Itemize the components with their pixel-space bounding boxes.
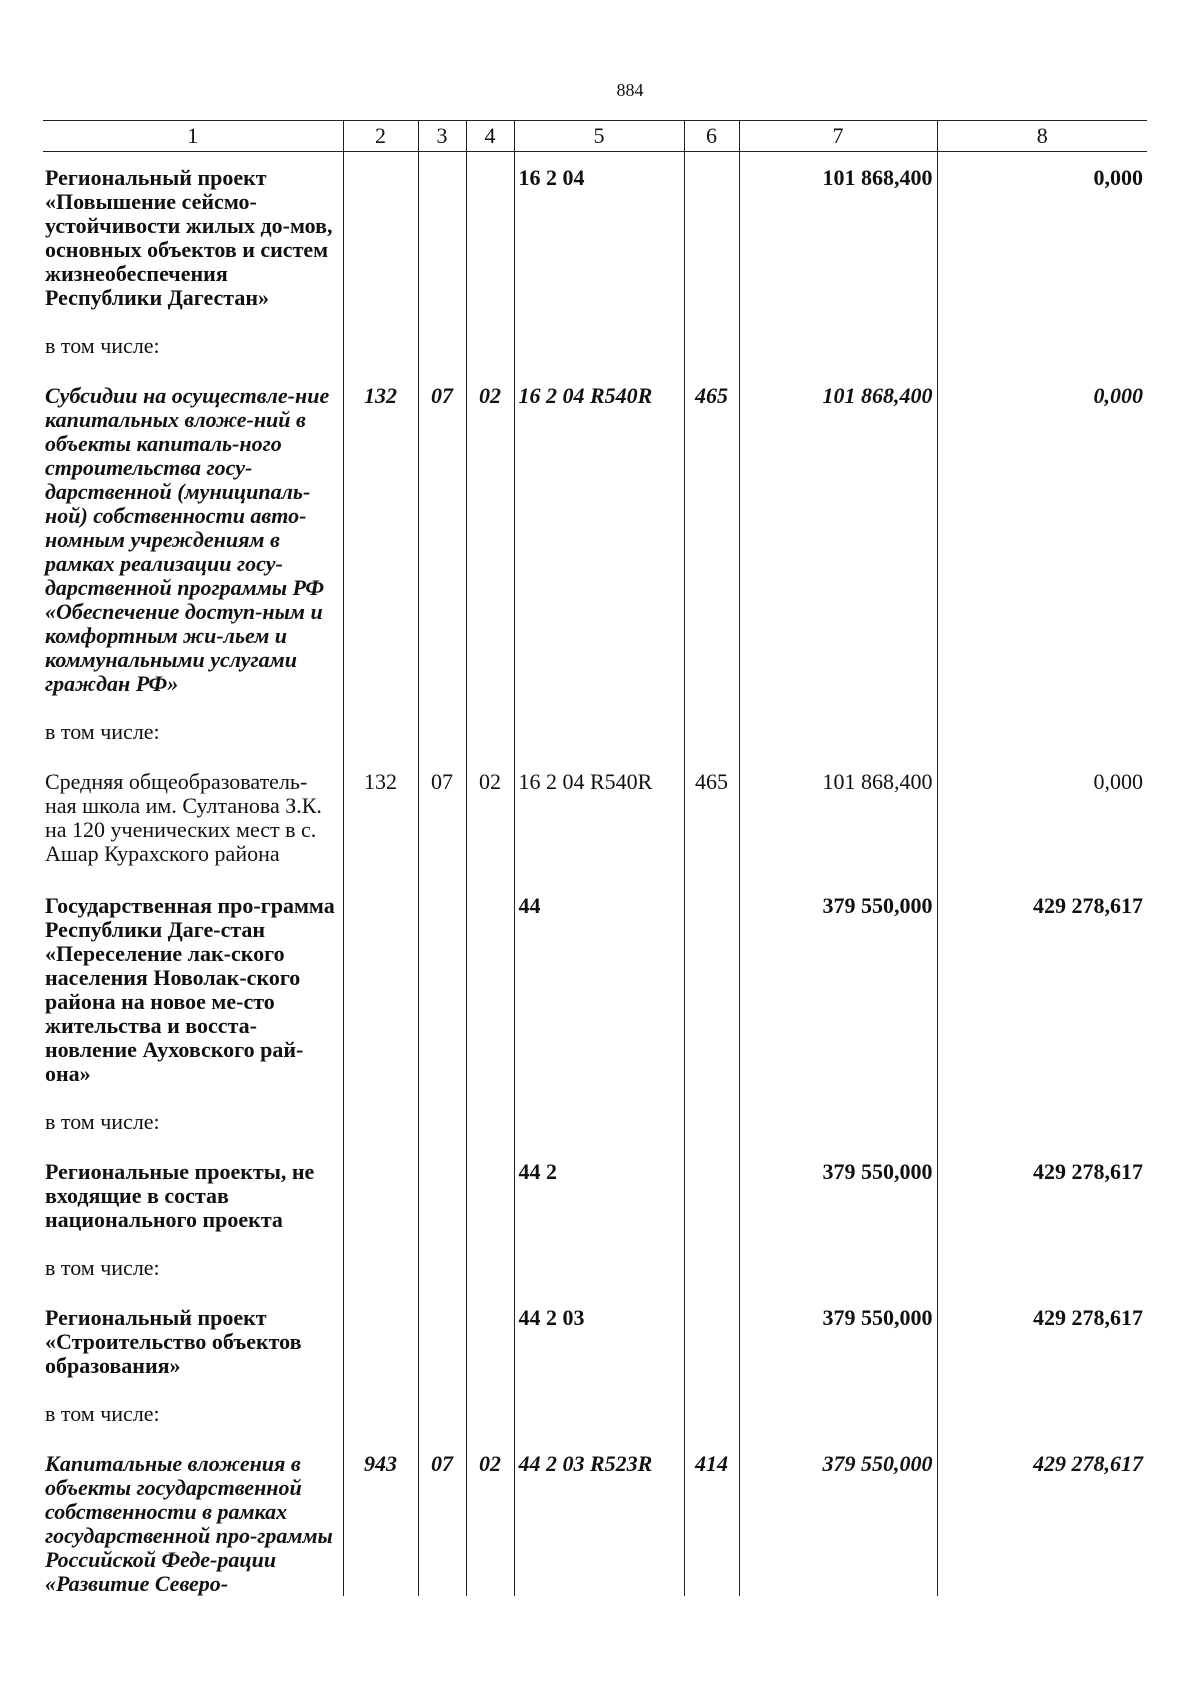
cell-admin: 132 — [343, 370, 418, 710]
cell-expense-type — [684, 1146, 739, 1246]
table-row-subheading — [43, 1392, 1147, 1438]
cell-section — [418, 152, 466, 325]
row-name: в том числе: — [45, 719, 160, 744]
cell-amount-1: 101 868,400 — [739, 370, 937, 710]
column-header-6: 6 — [684, 121, 739, 152]
table-row-subheading — [43, 1246, 1147, 1292]
cell-section: 07 — [418, 370, 466, 710]
table-row — [43, 1146, 1147, 1246]
row-name: Региональный проект «Повышение сейсмо-устойчивости жилых до-мов, основных объектов и систем жизнеобеспечения Республики Дагестан» — [45, 165, 333, 310]
row-name: Региональный проект «Строительство объектов образования» — [45, 1305, 302, 1378]
cell-subsection — [466, 1146, 514, 1246]
cell-target-article: 16 2 04 R540R — [514, 756, 684, 880]
cell-amount-2: 0,000 — [937, 152, 1147, 325]
cell-subsection — [466, 152, 514, 325]
cell-target-article: 44 2 03 — [514, 1292, 684, 1392]
cell-amount-2: 0,000 — [937, 370, 1147, 710]
cell-amount-1: 379 550,000 — [739, 880, 937, 1100]
cell-amount-1: 101 868,400 — [739, 152, 937, 325]
cell-section — [418, 1292, 466, 1392]
row-name: в том числе: — [45, 1109, 160, 1134]
table-row — [43, 1292, 1147, 1392]
cell-admin: 943 — [343, 1438, 418, 1596]
row-name: Субсидии на осуществле-ние капитальных вложе-ний в объекты капиталь-ного строительства госу-дарственной (муниципаль-ной) собственности авто-номным учреждениям в рамках реализации госу-дарственной программы РФ «Обеспечение доступ-ным и комфортным жи-льем и коммунальными услугами граждан РФ» — [45, 383, 330, 696]
cell-target-article: 44 — [514, 880, 684, 1100]
cell-subsection — [466, 880, 514, 1100]
row-name: Капитальные вложения в объекты государственной собственности в рамках государственной про-граммы Российской Феде-рации «Развитие Северо- — [45, 1451, 333, 1596]
cell-section — [418, 880, 466, 1100]
row-name: Государственная про-грамма Республики Даге-стан «Переселение лак-ского населения Новолак-ского района на новое ме-сто жительства и восста-новление Ауховского рай-она» — [45, 893, 335, 1086]
column-header-1: 1 — [43, 121, 343, 152]
table-header-row — [43, 121, 1147, 152]
page-number: 884 — [616, 80, 644, 100]
row-name: Региональные проекты, не входящие в состав национального проекта — [45, 1159, 315, 1232]
cell-expense-type: 465 — [684, 756, 739, 880]
cell-expense-type: 465 — [684, 370, 739, 710]
cell-target-article: 44 2 — [514, 1146, 684, 1246]
cell-amount-2: 429 278,617 — [937, 1146, 1147, 1246]
table-row — [43, 880, 1147, 1100]
budget-table — [43, 120, 1147, 1596]
cell-section: 07 — [418, 756, 466, 880]
cell-amount-1: 379 550,000 — [739, 1438, 937, 1596]
cell-target-article: 16 2 04 — [514, 152, 684, 325]
cell-section — [418, 1146, 466, 1246]
cell-target-article: 44 2 03 R523R — [514, 1438, 684, 1596]
table-row — [43, 756, 1147, 880]
cell-amount-1: 101 868,400 — [739, 756, 937, 880]
cell-admin — [343, 880, 418, 1100]
column-header-7: 7 — [739, 121, 937, 152]
cell-admin — [343, 1292, 418, 1392]
cell-amount-1: 379 550,000 — [739, 1292, 937, 1392]
row-name: Средняя общеобразователь-ная школа им. Султанова З.К. на 120 ученических мест в с. Ашар Курахского района — [45, 769, 322, 866]
cell-section: 07 — [418, 1438, 466, 1596]
table-row — [43, 1438, 1147, 1596]
row-name: в том числе: — [45, 1255, 160, 1280]
cell-amount-2: 0,000 — [937, 756, 1147, 880]
row-name: в том числе: — [45, 1401, 160, 1426]
column-header-8: 8 — [937, 121, 1147, 152]
cell-amount-2: 429 278,617 — [937, 880, 1147, 1100]
column-header-5: 5 — [514, 121, 684, 152]
cell-admin — [343, 152, 418, 325]
table-row — [43, 370, 1147, 710]
cell-admin — [343, 1146, 418, 1246]
cell-amount-2: 429 278,617 — [937, 1438, 1147, 1596]
cell-subsection: 02 — [466, 756, 514, 880]
column-header-3: 3 — [418, 121, 466, 152]
cell-subsection: 02 — [466, 1438, 514, 1596]
table-row-subheading — [43, 1100, 1147, 1146]
cell-expense-type — [684, 880, 739, 1100]
cell-amount-1: 379 550,000 — [739, 1146, 937, 1246]
row-name: в том числе: — [45, 333, 160, 358]
cell-subsection — [466, 1292, 514, 1392]
cell-target-article: 16 2 04 R540R — [514, 370, 684, 710]
cell-amount-2: 429 278,617 — [937, 1292, 1147, 1392]
column-header-2: 2 — [343, 121, 418, 152]
table-row-subheading — [43, 710, 1147, 756]
cell-expense-type — [684, 1292, 739, 1392]
cell-expense-type: 414 — [684, 1438, 739, 1596]
cell-admin: 132 — [343, 756, 418, 880]
column-header-4: 4 — [466, 121, 514, 152]
table-row — [43, 152, 1147, 325]
table-row-subheading — [43, 324, 1147, 370]
cell-subsection: 02 — [466, 370, 514, 710]
cell-expense-type — [684, 152, 739, 325]
